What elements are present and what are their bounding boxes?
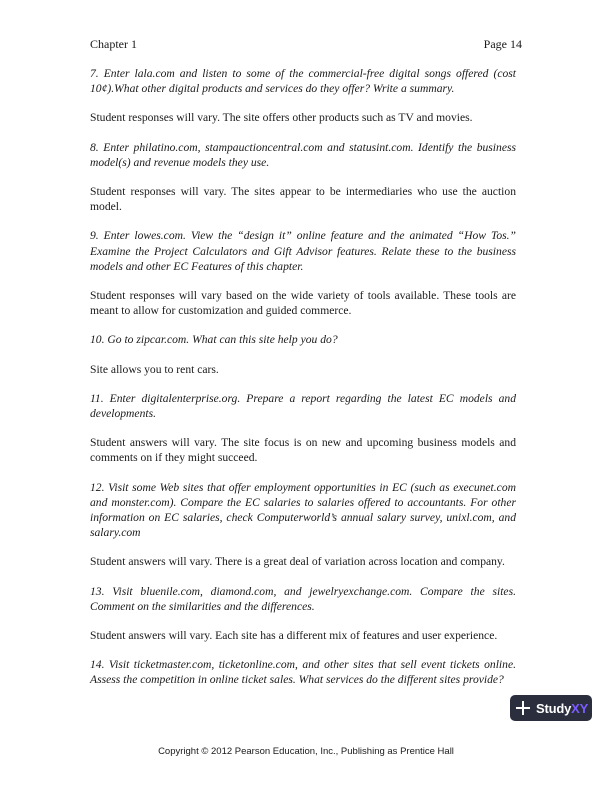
copyright-footer: Copyright © 2012 Pearson Education, Inc., Publishing as Prentice Hall xyxy=(158,746,454,757)
badge-label xyxy=(536,701,588,716)
badge-xy: XY xyxy=(571,700,589,716)
answer-13: Student answers will vary. Each site has a different mix of features and user experience. xyxy=(90,629,498,643)
question-8: 8. Enter philatino.com, stampauctioncentral.com and statusint.com. Identify the business model(s) and revenue models they use. xyxy=(90,140,516,169)
answer-10: Site allows you to rent cars. xyxy=(90,362,219,376)
answer-8: Student responses will vary. The sites appear to be intermediaries who use the auction model. xyxy=(90,185,516,214)
question-13: 13. Visit bluenile.com, diamond.com, and jewelryexchange.com. Compare the sites. Comment on the similarities and the differences. xyxy=(90,584,516,613)
answer-12: Student answers will vary. There is a great deal of variation across location and company. xyxy=(90,555,505,569)
question-14: 14. Visit ticketmaster.com, ticketonline.com, and other sites that sell event tickets online. Assess the competition in online ticket sales. What services do the different sites provide? xyxy=(90,658,516,687)
answer-11: Student answers will vary. The site focus is on new and upcoming business models and comments on if they might succeed. xyxy=(90,436,516,465)
question-10: 10. Go to zipcar.com. What can this site help you do? xyxy=(90,333,338,347)
page-number: Page 14 xyxy=(483,37,522,51)
answer-7: Student responses will vary. The site offers other products such as TV and movies. xyxy=(90,111,473,125)
studyxy-badge[interactable] xyxy=(510,695,592,721)
question-9: 9. Enter lowes.com. View the “design it” online feature and the animated “How Tos.” Examine the Project Calculators and Gift Advisor features. Relate these to the business models and other EC Features of this chapter. xyxy=(90,229,516,273)
page-header xyxy=(90,37,522,51)
document-body xyxy=(90,66,516,702)
chapter-label: Chapter 1 xyxy=(90,37,137,51)
plus-icon xyxy=(516,701,530,715)
question-12: 12. Visit some Web sites that offer employment opportunities in EC (such as execunet.com and monster.com). Compare the EC salaries to salaries offered to accountants. For other information on EC salaries, check Computerworld’s annual salary survey, unixl.com, and salary.com xyxy=(90,480,516,540)
question-7: 7. Enter lala.com and listen to some of the commercial-free digital songs offered (cost 10¢).What other digital products and services do they offer? Write a summary. xyxy=(90,67,516,96)
question-11: 11. Enter digitalenterprise.org. Prepare a report regarding the latest EC models and developments. xyxy=(90,391,516,421)
badge-study: Study xyxy=(536,700,572,716)
answer-9: Student responses will vary based on the wide variety of tools available. These tools are meant to allow for customization and guided commerce. xyxy=(90,289,516,318)
